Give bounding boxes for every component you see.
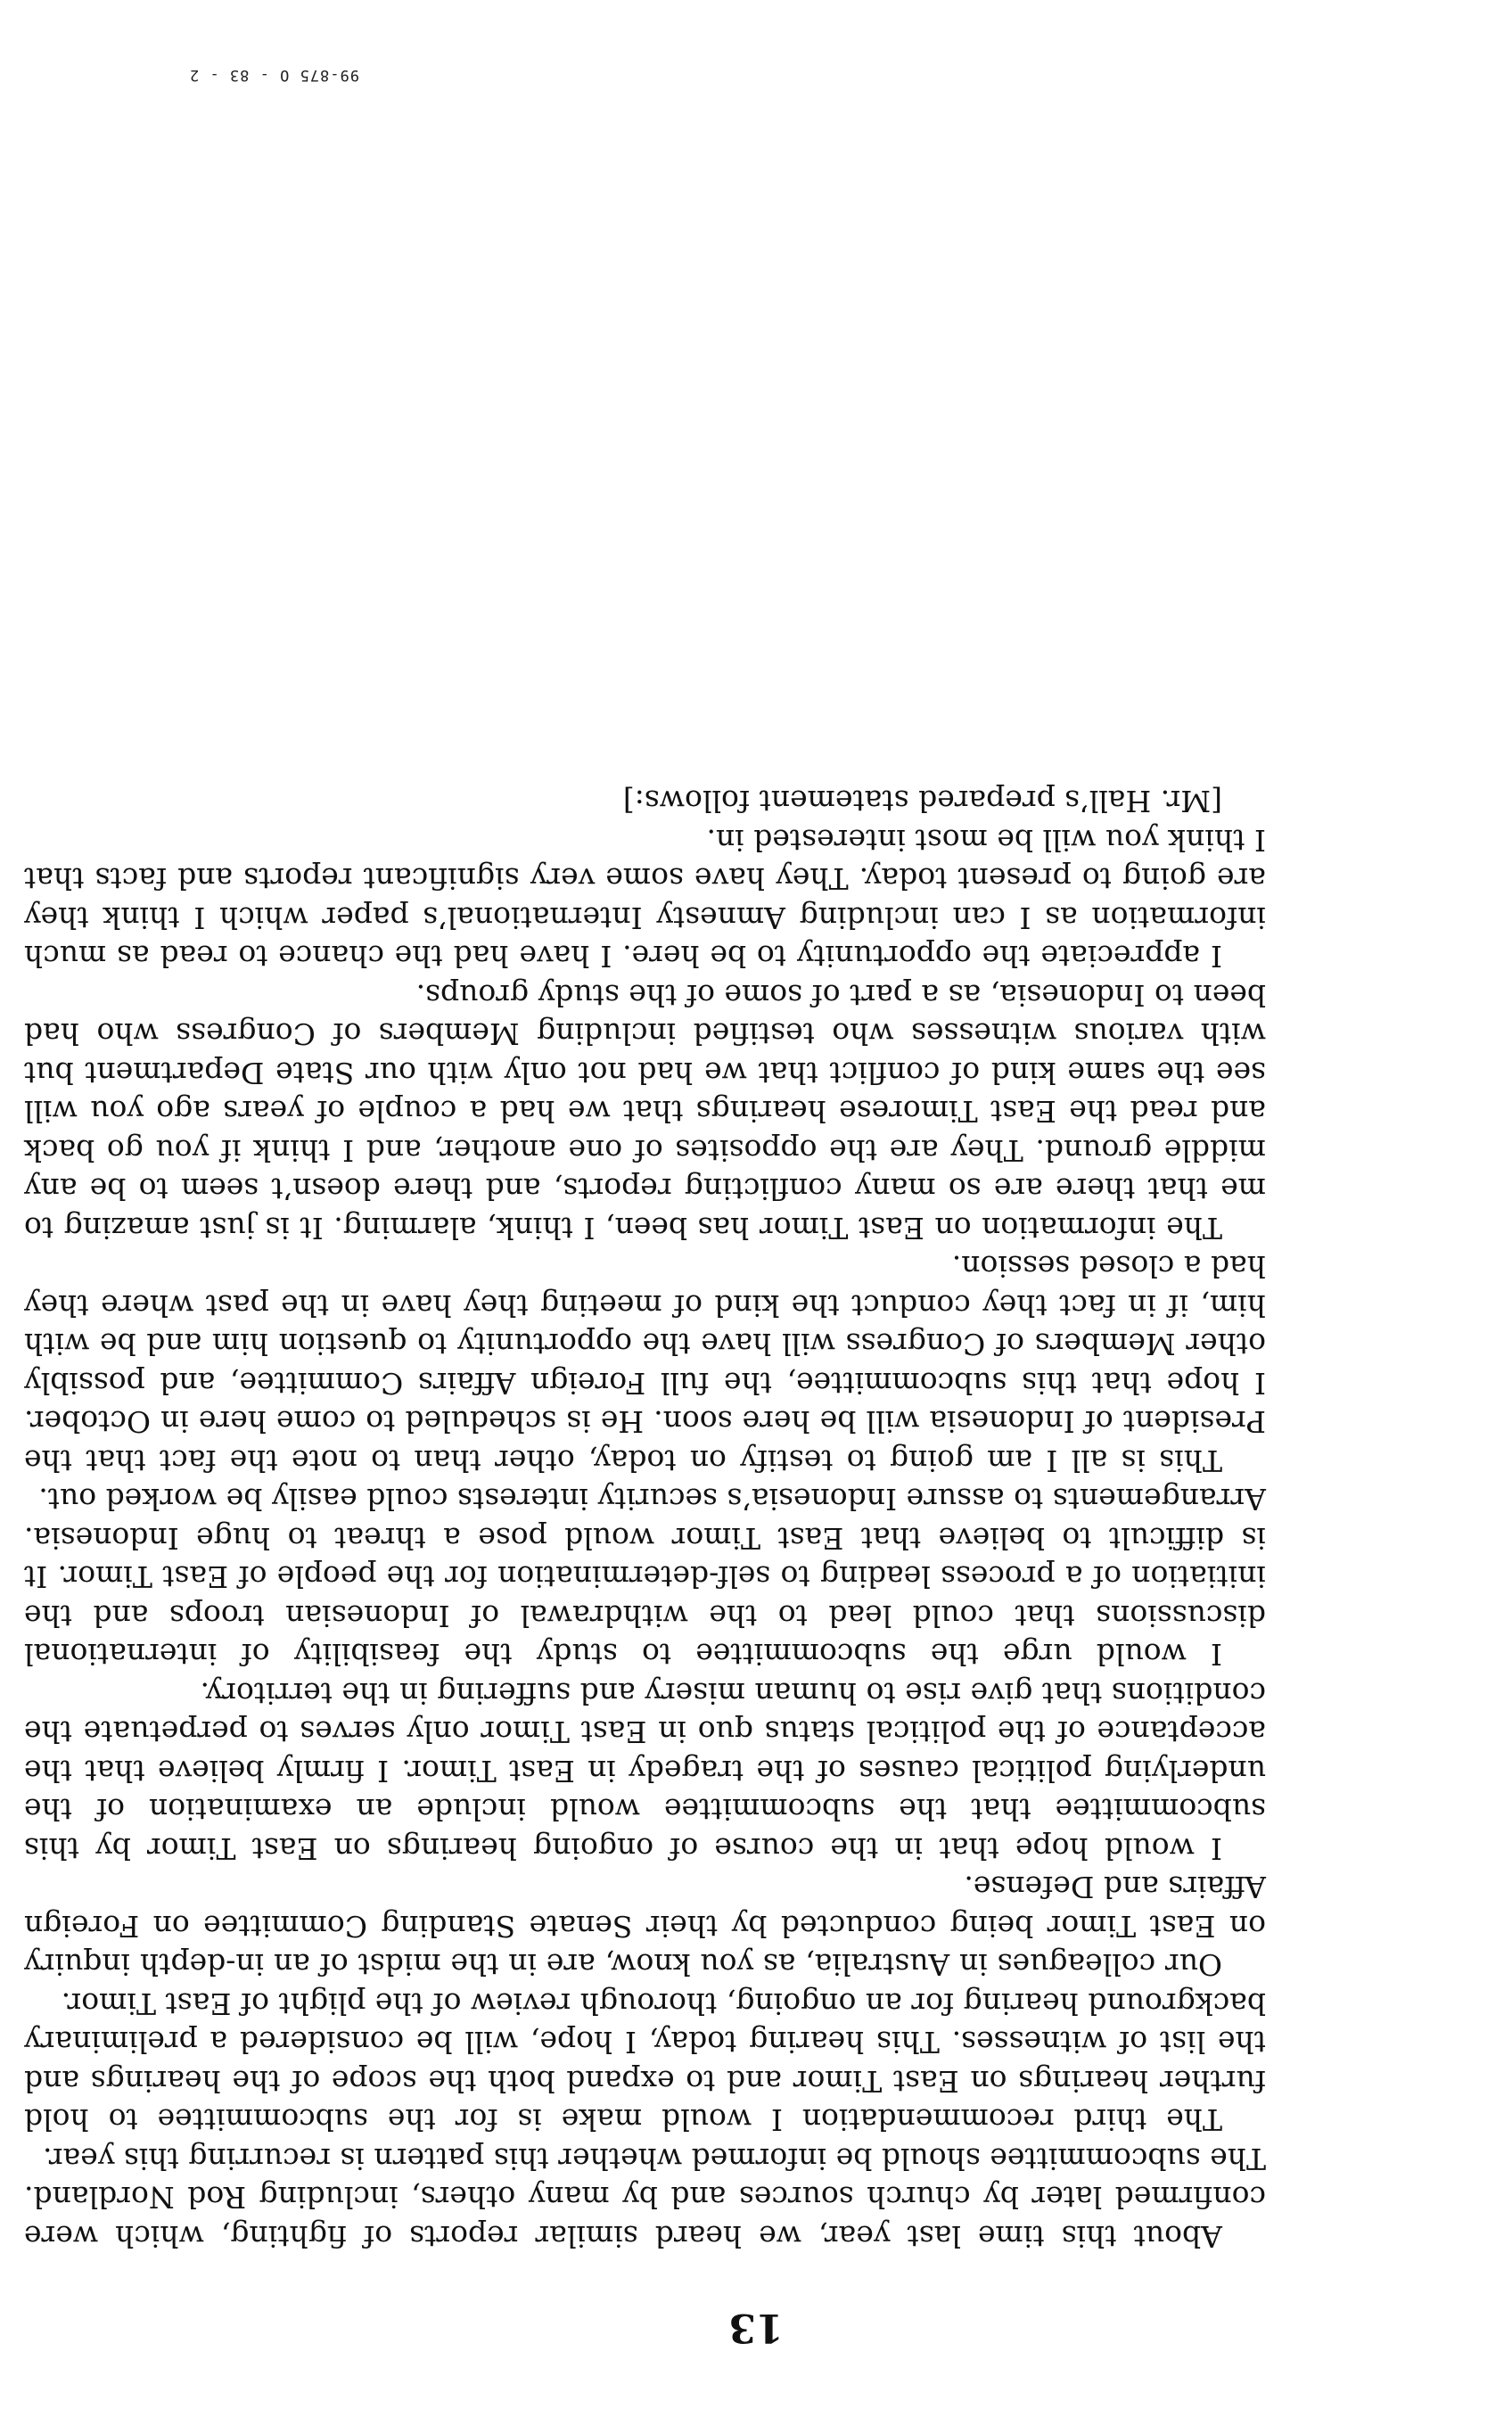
paragraph: This is all I am going to testify on today, other than to note the fact that the President of Indonesia will be here soon. He is scheduled to come here in October. I hope that this subcommittee, the full Foreign Affairs Committee, and possibly other Members of Congress will have the opportunity to question him and be with him, if in fact they conduct the kind of meeting they have in the past where they had a closed session. — [24, 1249, 1266, 1478]
paragraph: I appreciate the opportunity to be here. I have had the chance to read as much information as I can including Amnesty International’s paper which I think they are going to present today. They have some very significant reports and facts that I think you will be most interested in. — [24, 823, 1266, 974]
paragraph: The information on East Timor has been, I think, alarming. It is just amazing to me that there are so many conflicting reports, and there doesn’t seem to be any middle ground. They are the opposites of one another, and I think if you go back and read the East Timorese hearings that we had a couple of years ago you will see the same kind of conflict that we had not only with our State Department but with various witnesses who testified including Members of Congress who had been to Indonesia, as a part of some of the study groups. — [24, 978, 1266, 1246]
prepared-statement-note: [Mr. Hall’s prepared statement follows:] — [622, 784, 1222, 819]
paragraph: I would hope that in the course of ongoing hearings on East Timor by this subcommittee that the subcommittee would include an examination of the underlying political causes of the tragedy in East Timor. I firmly believe that the acceptance of the political status quo in East Timor only serves to perpetuate the conditions that give rise to human misery and suffering in the territory. — [24, 1676, 1266, 1866]
paragraph: I would urge the subcommittee to study the feasibility of international discussions that could lead to the withdrawal of Indonesian troops and the initiation of a process leading to self-determination for the people of East Timor. It is difficult to believe that East Timor would pose a threat to huge Indonesia. Arrangements to assure Indonesia’s security interests could easily be worked out. — [24, 1482, 1266, 1673]
paragraph: The third recommendation I would make is for the subcommittee to hold further hearings on East Timor and to expand both the scope of the hearings and the list of witnesses. This hearing today, I hope, will be considered a preliminary background hearing for an ongoing, thorough review of the plight of East Timor. — [24, 1986, 1266, 2138]
print-code-footer: 99-875 O - 83 - 2 — [189, 66, 359, 84]
page-number: 13 — [728, 2305, 784, 2350]
body-text — [24, 782, 1266, 2256]
paragraph: Our colleagues in Australia, as you know, are in the midst of an in-depth inquiry on East Timor being conducted by their Senate Standing Committee on Foreign Affairs and Defense. — [24, 1870, 1266, 1983]
paragraph: About this time last year, we heard similar reports of fighting, which were confirmed later by church sources and by many others, including Rod Nordland. The subcommittee should be informed whether this pattern is recurring this year. — [24, 2142, 1266, 2254]
